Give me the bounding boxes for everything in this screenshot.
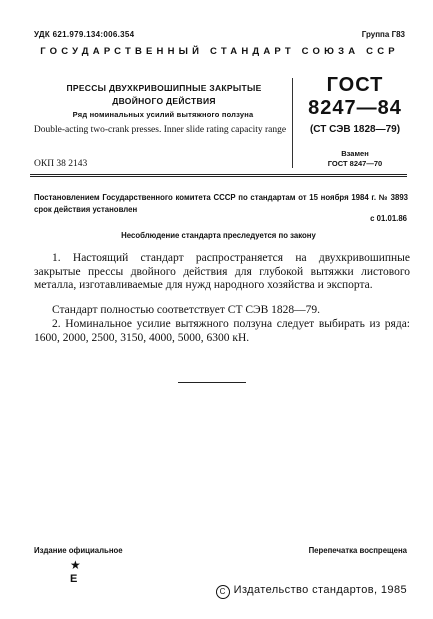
copyright-text: Издательство стандартов, 1985 <box>233 584 407 596</box>
title-english: Double-acting two-crank presses. Inner slide rating capacity range <box>33 125 287 135</box>
title-russian-line1: ПРЕССЫ ДВУХКРИВОШИПНЫЕ ЗАКРЫТЫЕ <box>66 83 262 93</box>
section-separator <box>178 382 246 383</box>
star-icon: ★ <box>70 558 81 572</box>
standard-banner: ГОСУДАРСТВЕННЫЙ СТАНДАРТ СОЮЗА ССР <box>40 46 399 57</box>
group-code: Группа Г83 <box>361 30 405 39</box>
title-russian-line2: ДВОЙНОГО ДЕЙСТВИЯ <box>112 96 216 106</box>
cmea-standard: (СТ СЭВ 1828—79) <box>309 124 401 135</box>
decree-text: Постановлением Государственного комитета СССР по стандартам от 15 ноября 1984 г. № 3893 срок действия установлен <box>34 193 408 214</box>
copyright-icon: C <box>216 585 230 599</box>
edition-letter: Е <box>70 573 78 585</box>
effective-date: с 01.01.86 <box>370 214 407 223</box>
gost-number: 8247—84 <box>308 97 402 119</box>
copyright <box>216 584 407 599</box>
title-russian-subtitle: Ряд номинальных усилий вытяжного ползуна <box>72 110 254 119</box>
header-rule-2 <box>30 176 407 177</box>
paragraph-force-range: 2. Номинальное усилие вытяжного ползуна следует выбирать из ряда: 1600, 2000, 2500, 3150, 4000, 5000, 6300 кН. <box>34 318 410 344</box>
legal-warning: Несоблюдение стандарта преследуется по закону <box>121 231 316 240</box>
reprint-prohibited: Перепечатка воспрещена <box>308 546 407 555</box>
replaces-label: Взамен <box>341 149 369 158</box>
paragraph-compliance: Стандарт полностью соответствует СТ СЭВ 1828—79. <box>52 304 321 316</box>
official-edition: Издание официальное <box>34 546 123 555</box>
udk-code: УДК 621.979.134:006.354 <box>34 30 135 39</box>
header-rule <box>30 174 407 175</box>
title-divider <box>292 78 293 168</box>
paragraph-scope: 1. Настоящий стандарт распространяется на двухкривошипные закрытые прессы двойного действия для глубокой вытяжки листового металла, изготавливаемые для нужд народного хозяйства и экспорта. <box>34 252 410 291</box>
gost-label: ГОСТ <box>326 74 384 96</box>
okp-code: ОКП 38 2143 <box>34 159 88 169</box>
replaces-standard: ГОСТ 8247—70 <box>327 159 383 168</box>
